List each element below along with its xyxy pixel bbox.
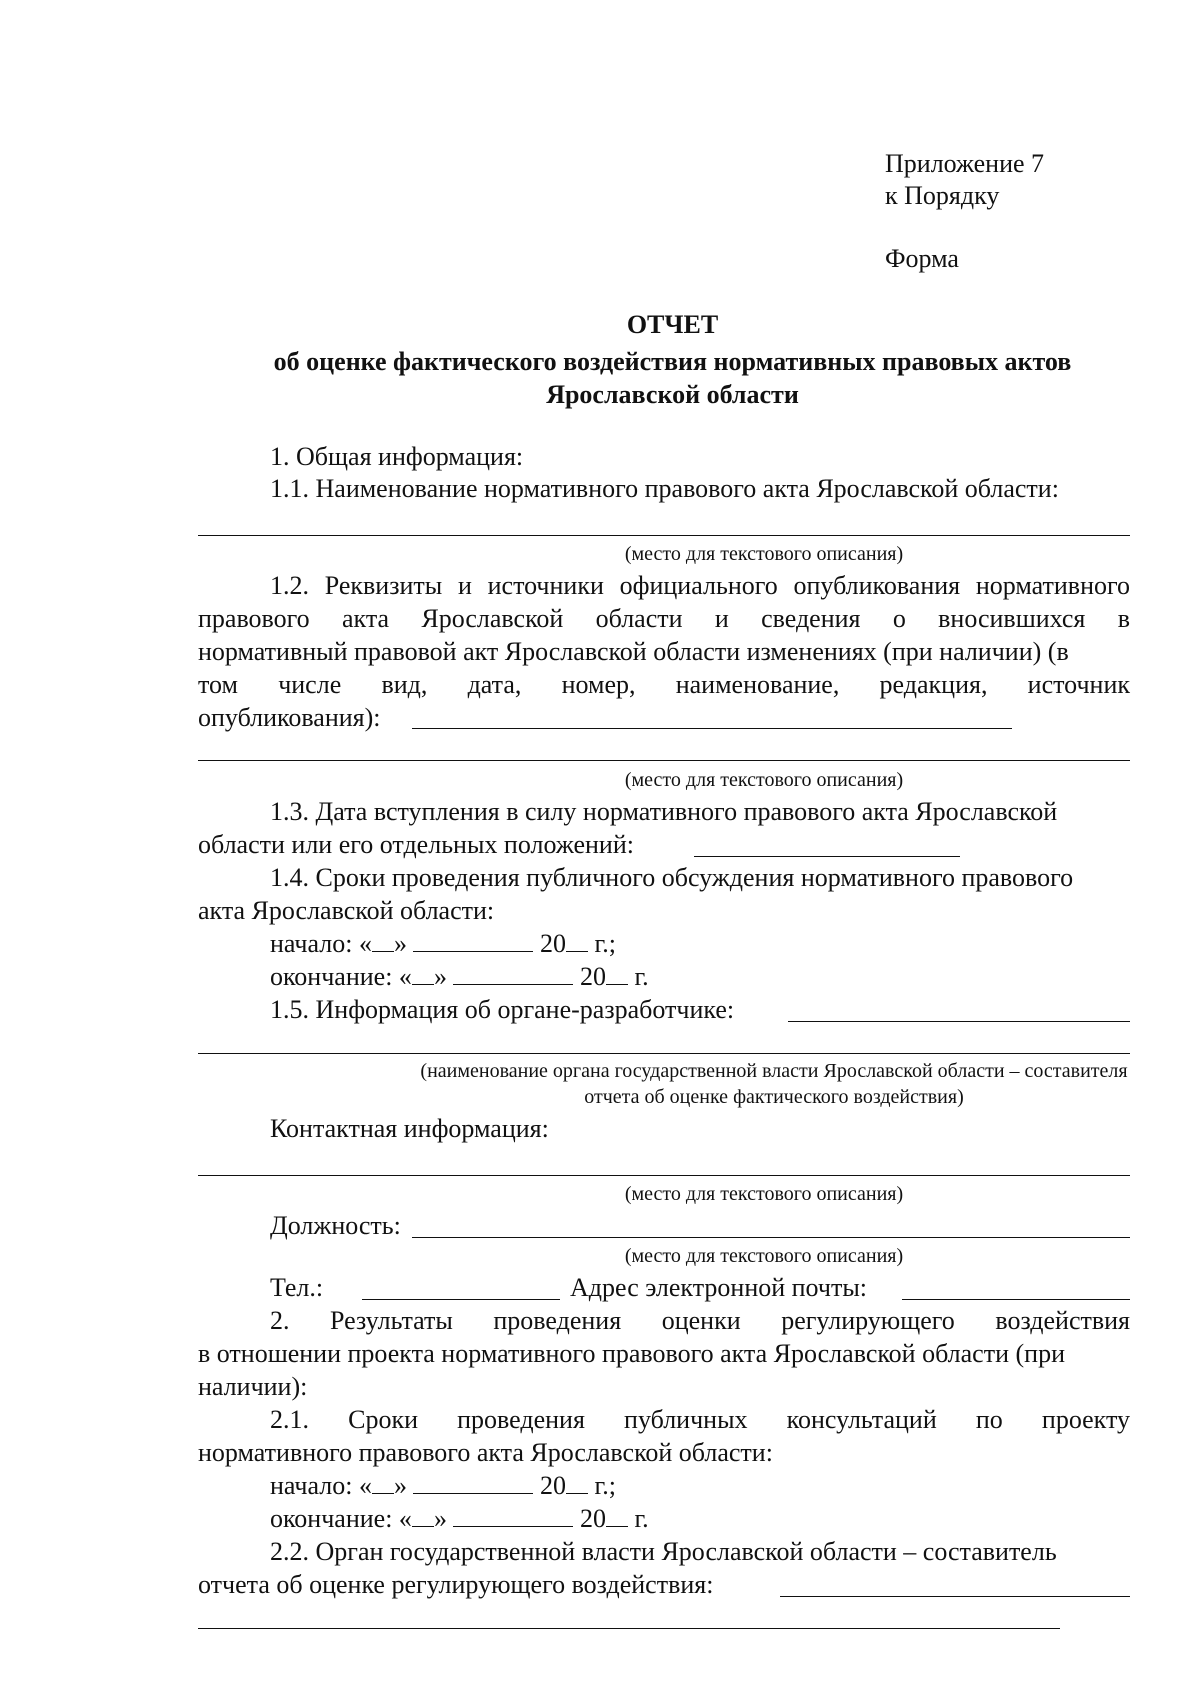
placeholder-organ-line2: отчета об оценке фактического воздействия) (584, 1086, 964, 1108)
end2-month-blank[interactable] (453, 1504, 573, 1527)
item-2-1-end: окончание: « » 20 г. (270, 1504, 649, 1533)
fill-line-1-2a[interactable] (412, 728, 1012, 729)
item-1-5: 1.5. Информация об органе-разработчике: (270, 995, 735, 1024)
fill-line-2-2b[interactable] (198, 1628, 1060, 1629)
item-1-4-line2: акта Ярославской области: (198, 896, 495, 925)
placeholder-position: (место для текстового описания) (624, 1245, 904, 1267)
item-1-4-line1: 1.4. Сроки проведения публичного обсуждения нормативного правового (270, 863, 1074, 892)
fill-line-email[interactable] (902, 1299, 1130, 1300)
start2-year-blank[interactable] (566, 1471, 588, 1494)
position-label: Должность: (270, 1211, 401, 1240)
start-month-blank[interactable] (413, 929, 533, 952)
section-2-title-line3: наличии): (198, 1372, 308, 1401)
end-year-blank[interactable] (606, 962, 628, 985)
item-2-2-line2: отчета об оценке регулирующего воздействия: (198, 1570, 714, 1599)
section-1-title: 1. Общая информация: (270, 442, 524, 471)
start-day-blank[interactable] (372, 929, 394, 952)
report-title: ОТЧЕТ (626, 310, 719, 339)
item-1-2-line2: правового акта Ярославской области и сведения о вносившихся в (198, 604, 1130, 633)
item-1-3-line1: 1.3. Дата вступления в силу нормативного правового акта Ярославской (270, 797, 1058, 826)
item-1-2-line5: опубликования): (198, 703, 381, 732)
item-1-4-end: окончание: « » 20 г. (270, 962, 649, 991)
item-1-1: 1.1. Наименование нормативного правового акта Ярославской области: (270, 474, 1059, 503)
item-1-2-line3: нормативный правовой акт Ярославской области изменениях (при наличии) (в (198, 637, 1069, 666)
item-2-1-start: начало: « » 20 г.; (270, 1471, 616, 1500)
start2-month-blank[interactable] (413, 1471, 533, 1494)
placeholder-1-2: (место для текстового описания) (624, 769, 904, 791)
item-1-2-line4: том числе вид, дата, номер, наименование, редакция, источник (198, 670, 1130, 699)
placeholder-organ-line1: (наименование органа государственной власти Ярославской области – составителя (420, 1060, 1128, 1082)
item-2-1-line2: нормативного правового акта Ярославской области: (198, 1438, 773, 1467)
email-label: Адрес электронной почты: (570, 1273, 868, 1302)
item-1-3-line2: области или его отдельных положений: (198, 830, 634, 859)
report-subtitle-line1: об оценке фактического воздействия нормативных правовых актов (273, 347, 1072, 376)
report-subtitle-line2: Ярославской области (546, 380, 799, 409)
contact-label: Контактная информация: (270, 1114, 549, 1143)
end2-year-blank[interactable] (606, 1504, 628, 1527)
section-2-title-line2: в отношении проекта нормативного правового акта Ярославской области (при (198, 1339, 1065, 1368)
end2-day-blank[interactable] (412, 1504, 434, 1527)
form-label: Форма (885, 244, 959, 273)
start-year-blank[interactable] (566, 929, 588, 952)
end-day-blank[interactable] (412, 962, 434, 985)
fill-line-phone[interactable] (362, 1299, 560, 1300)
placeholder-contact: (место для текстового описания) (624, 1183, 904, 1205)
end-month-blank[interactable] (453, 962, 573, 985)
to-order-label: к Порядку (885, 181, 1000, 210)
phone-label: Тел.: (270, 1273, 324, 1302)
fill-line-1-1[interactable] (198, 535, 1130, 536)
fill-line-1-2b[interactable] (198, 760, 1130, 761)
fill-line-1-5a[interactable] (788, 1021, 1130, 1022)
item-2-2-line1: 2.2. Орган государственной власти Ярославской области – составитель (270, 1537, 1057, 1566)
fill-line-contact[interactable] (198, 1175, 1130, 1176)
appendix-label: Приложение 7 (885, 149, 1045, 178)
fill-line-position[interactable] (412, 1237, 1130, 1238)
placeholder-1-1: (место для текстового описания) (624, 543, 904, 565)
fill-line-2-2a[interactable] (780, 1596, 1130, 1597)
item-2-1-line1: 2.1. Сроки проведения публичных консультаций по проекту (270, 1405, 1130, 1434)
fill-line-1-3[interactable] (694, 856, 960, 857)
section-2-title-line1: 2. Результаты проведения оценки регулирующего воздействия (270, 1306, 1130, 1335)
item-1-4-start: начало: « » 20 г.; (270, 929, 616, 958)
start2-day-blank[interactable] (372, 1471, 394, 1494)
fill-line-1-5b[interactable] (198, 1053, 1130, 1054)
item-1-2-line1: 1.2. Реквизиты и источники официального опубликования нормативного (270, 571, 1130, 600)
